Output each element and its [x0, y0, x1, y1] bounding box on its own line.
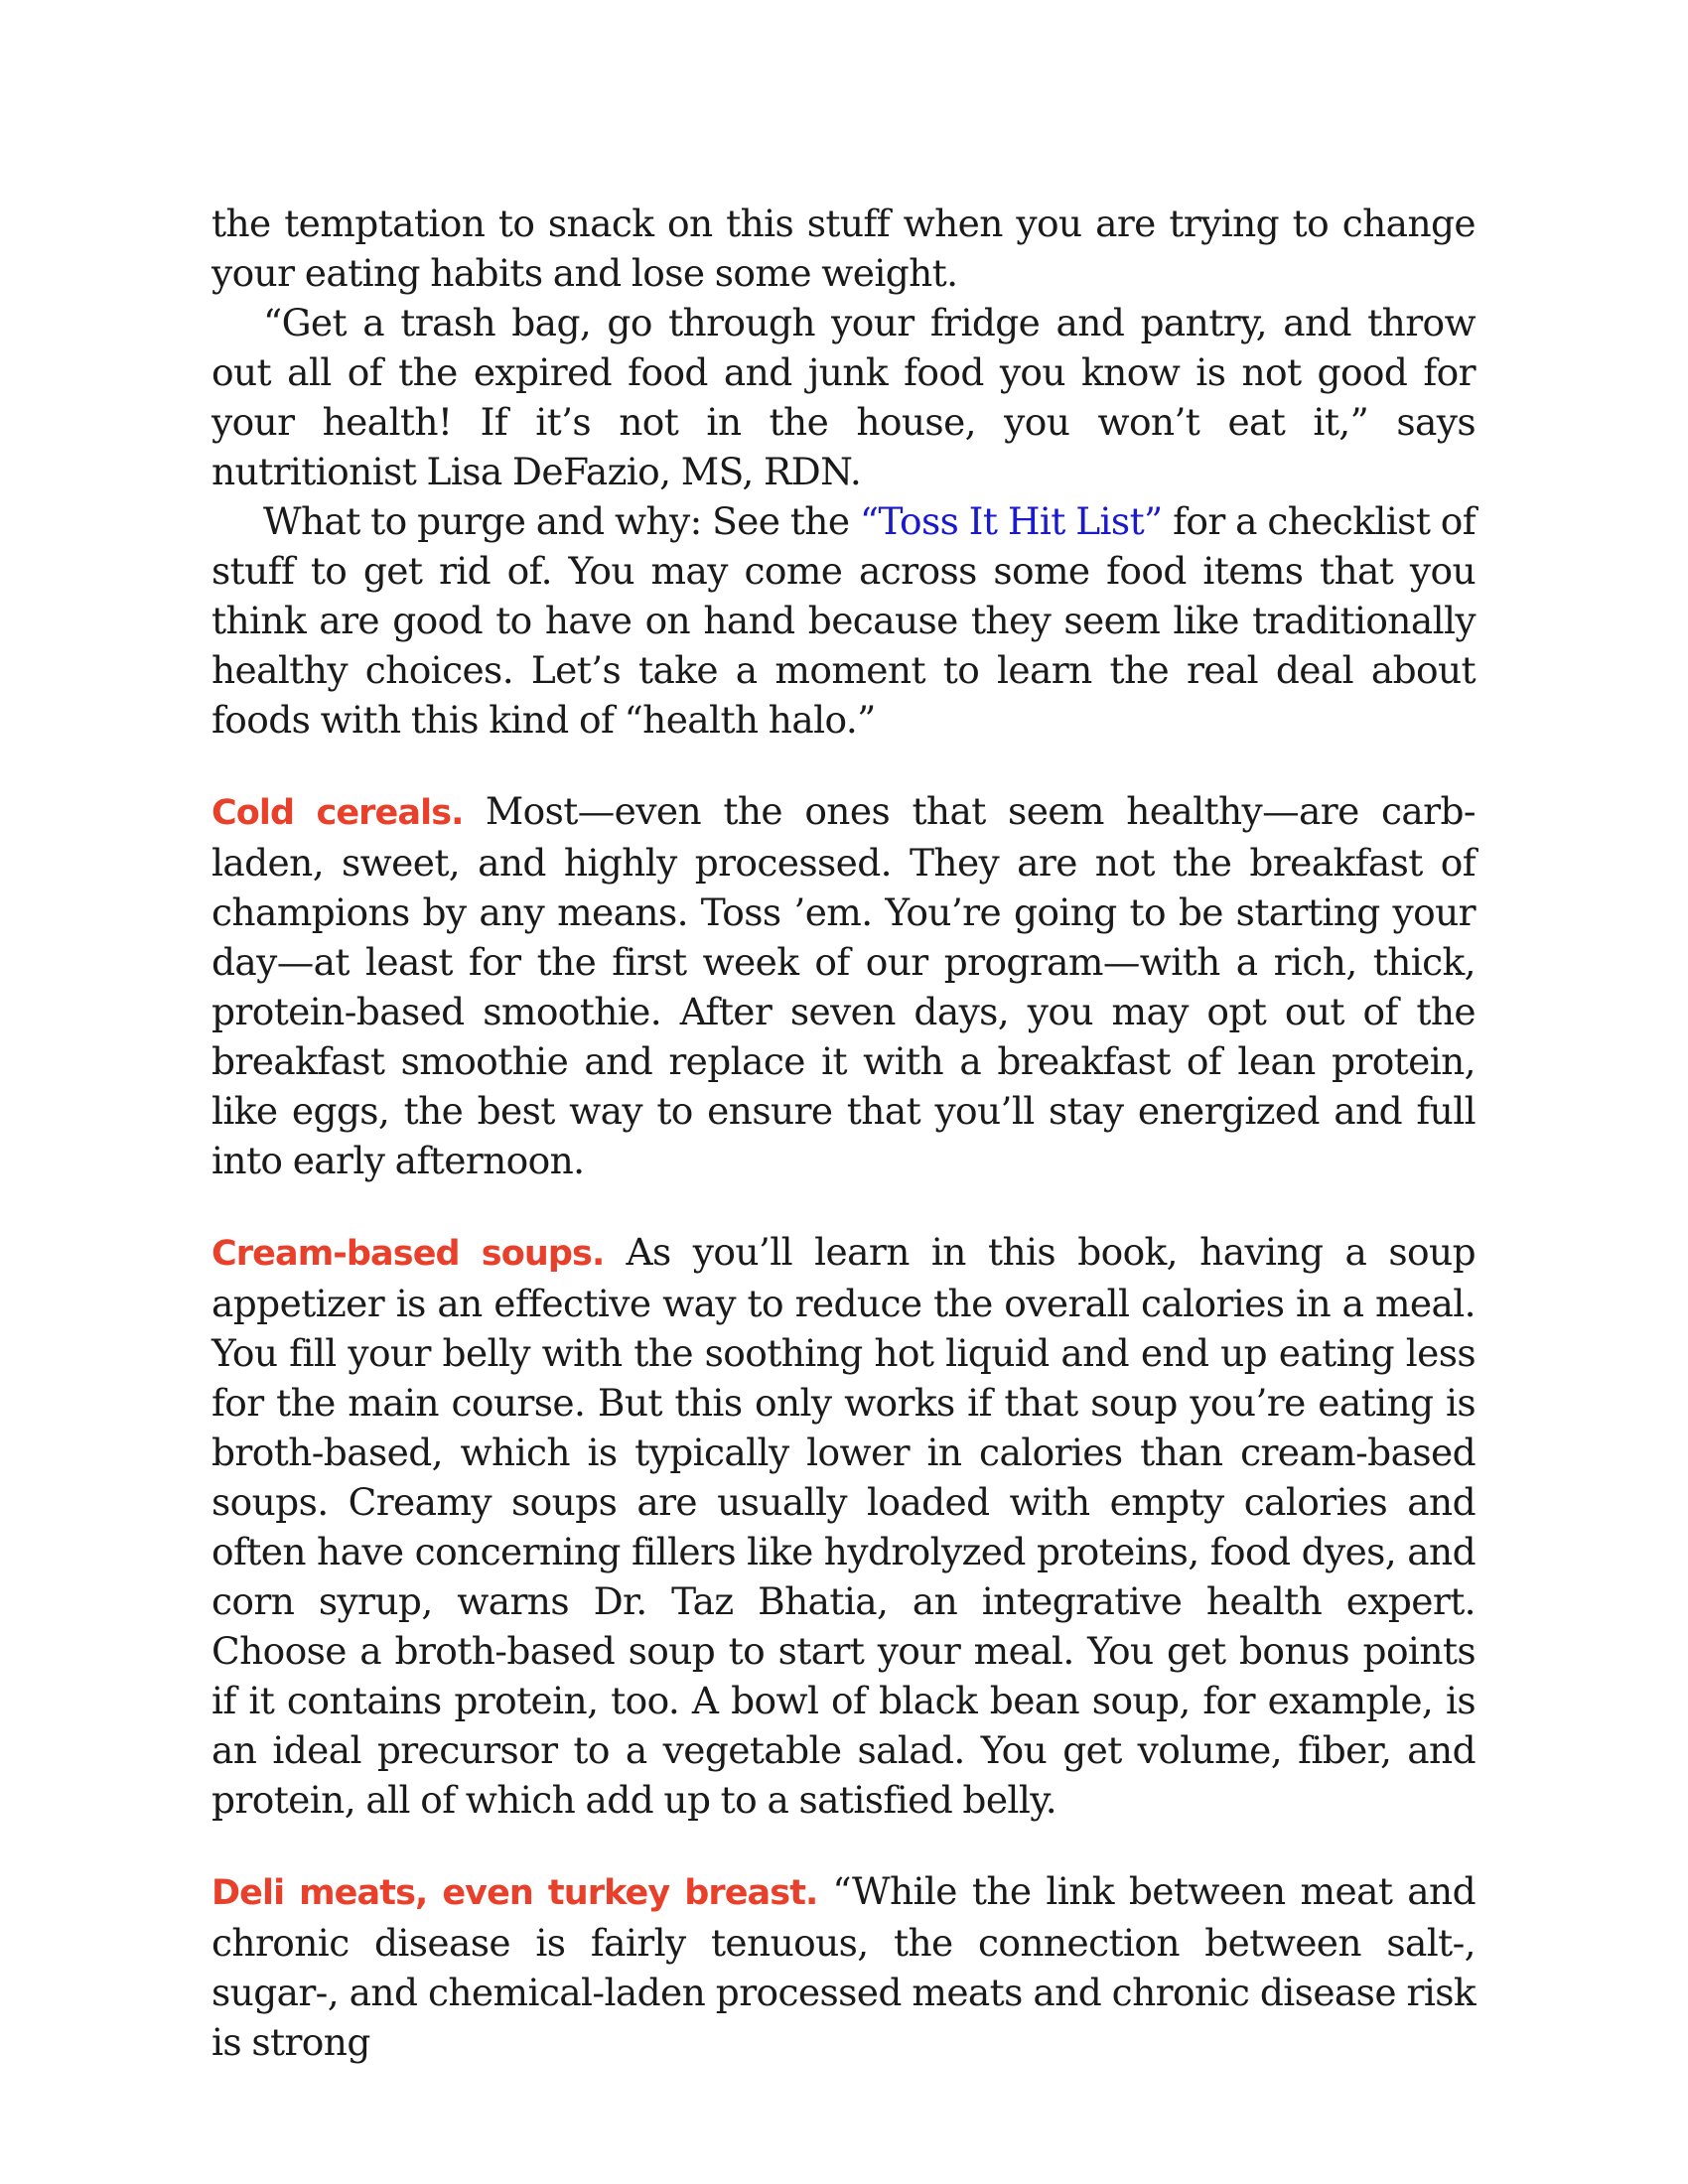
section-body-cold-cereals: Most—even the ones that seem healthy—are carb-laden, sweet, and highly processed. They are not the breakfast of champions by any means. Toss ’em. You’re going to be starting your day—at least for the first week of our program—with a rich, thick, protein-based smoothie. After seven days, you may opt out of the breakfast smoothie and replace it with a breakfast of lean protein, like eggs, the best way to ensure that you’ll stay energized and full into early afternoon.	[211, 789, 1476, 1182]
section-body-deli-meats: “While the link between meat and chronic disease is fairly tenuous, the connection between salt-, sugar-, and chemical-laden processed meats and chronic disease risk is strong	[211, 1869, 1476, 2064]
section-heading-deli-meats: Deli meats, even turkey breast.	[211, 1873, 818, 1913]
section-heading-cream-soups: Cream-based soups.	[211, 1234, 605, 1274]
paragraph-intro: the temptation to snack on this stuff when you are trying to change your eating habits and lose some weight.	[211, 202, 1476, 295]
section-cream-soups	[211, 1227, 1476, 1825]
purge-text-start: What to purge and why: See the	[263, 499, 860, 543]
section-heading-cold-cereals: Cold cereals.	[211, 793, 464, 833]
toss-it-hit-list-link[interactable]: “Toss It Hit List”	[859, 499, 1163, 543]
section-cold-cereals	[211, 786, 1476, 1185]
section-deli-meats	[211, 1866, 1476, 2067]
paragraph-quote: “Get a trash bag, go through your fridge and pantry, and throw out all of the expired food and junk food you know is not good for your health! If it’s not in the house, you won’t eat it,” says nutritionist Lisa DeFazio, MS, RDN.	[211, 301, 1476, 493]
purge-text-end: for a checklist of stuff to get rid of. You may come across some food items that you think are good to have on hand because they seem like traditionally healthy choices. Let’s take a moment to learn the real deal about foods with this kind of “health halo.”	[211, 499, 1477, 742]
paragraph-purge	[211, 496, 1476, 745]
book-page	[211, 199, 1476, 2067]
section-body-cream-soups: As you’ll learn in this book, having a soup appetizer is an effective way to reduce the overall calories in a meal. You fill your belly with the soothing hot liquid and end up eating less for the main course. But this only works if that soup you’re eating is broth-based, which is typically lower in calories than cream-based soups. Creamy soups are usually loaded with empty calories and often have concerning fillers like hydrolyzed proteins, food dyes, and corn syrup, warns Dr. Taz Bhatia, an integrative health expert. Choose a broth-based soup to start your meal. You get bonus points if it contains protein, too. A bowl of black bean soup, for example, is an ideal precursor to a vegetable salad. You get volume, fiber, and protein, all of which add up to a satisfied belly.	[211, 1230, 1476, 1822]
